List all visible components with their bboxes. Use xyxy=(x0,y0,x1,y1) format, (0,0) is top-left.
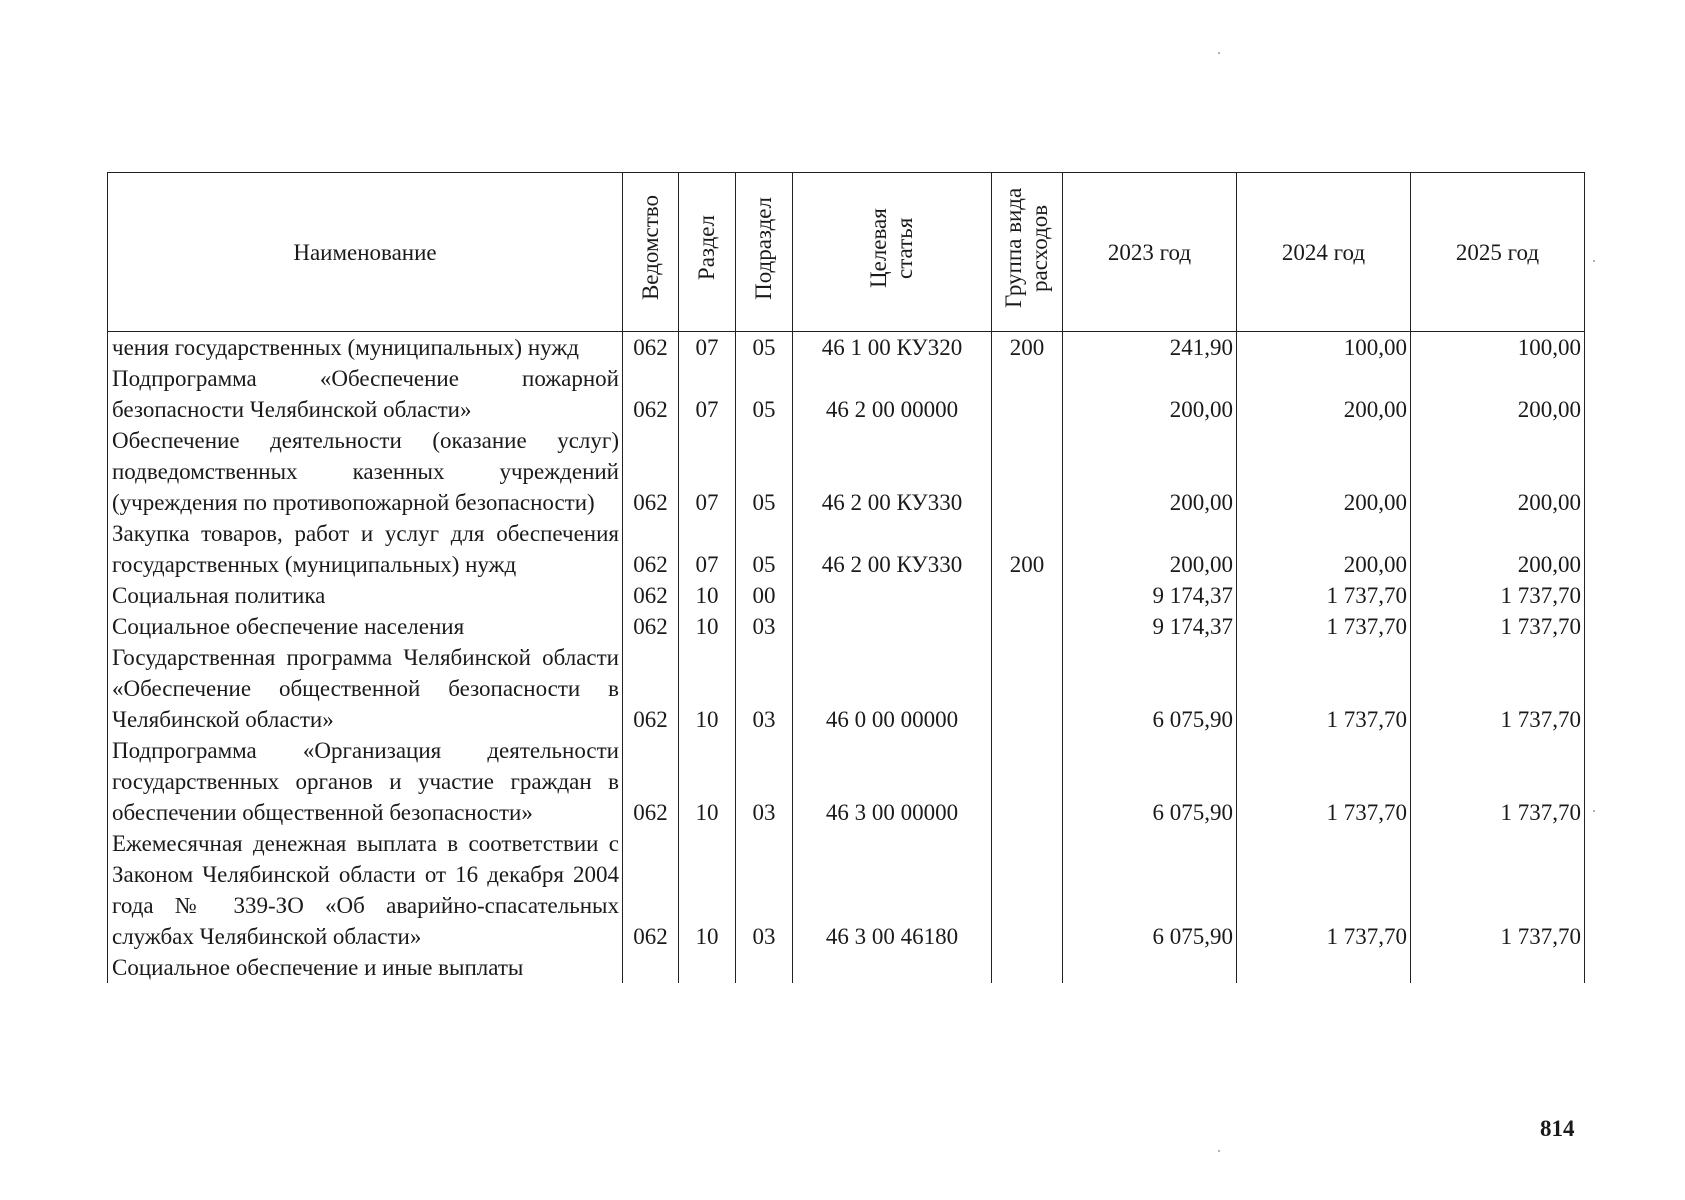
cell-celevaya-statya xyxy=(793,952,992,983)
budget-table xyxy=(107,172,1585,983)
page-number: 814 xyxy=(1540,1116,1575,1141)
cell-2023: 200,00 xyxy=(1063,363,1237,425)
cell-gruppa-vida-rashodov xyxy=(992,642,1063,735)
header-2023 xyxy=(1063,173,1237,332)
cell-vedomstvo: 062 xyxy=(623,425,679,518)
cell-gruppa-vida-rashodov xyxy=(992,363,1063,425)
cell-name: Социальное обеспечение и иные выплаты xyxy=(108,952,623,983)
header-podrazdel xyxy=(736,173,793,332)
cell-razdel: 10 xyxy=(679,828,736,952)
cell-razdel: 07 xyxy=(679,425,736,518)
cell-name: Закупка товаров, работ и услуг для обеспечения государственных (муниципальных) нужд xyxy=(108,518,623,580)
cell-podrazdel: 03 xyxy=(736,735,793,828)
cell-2024: 200,00 xyxy=(1237,425,1411,518)
header-celevaya-statya-label: Целевая статья xyxy=(866,208,917,288)
cell-2023: 6 075,90 xyxy=(1063,828,1237,952)
cell-2024 xyxy=(1237,952,1411,983)
cell-vedomstvo: 062 xyxy=(623,518,679,580)
header-vedomstvo xyxy=(623,173,679,332)
cell-razdel: 10 xyxy=(679,735,736,828)
cell-2024: 200,00 xyxy=(1237,363,1411,425)
cell-2024: 200,00 xyxy=(1237,518,1411,580)
cell-podrazdel: 03 xyxy=(736,642,793,735)
cell-2024: 1 737,70 xyxy=(1237,735,1411,828)
header-2024 xyxy=(1237,173,1411,332)
cell-razdel: 10 xyxy=(679,580,736,611)
cell-name: Социальная политика xyxy=(108,580,623,611)
cell-2025: 200,00 xyxy=(1411,425,1585,518)
header-gruppa-vida-rashodov xyxy=(992,173,1063,332)
cell-vedomstvo: 062 xyxy=(623,735,679,828)
cell-vedomstvo: 062 xyxy=(623,828,679,952)
cell-name: Обеспечение деятельности (оказание услуг) подведомственных казенных учреждений (учреждения по противопожарной безопасности) xyxy=(108,425,623,518)
cell-celevaya-statya: 46 2 00 КУ330 xyxy=(793,425,992,518)
cell-podrazdel: 03 xyxy=(736,611,793,642)
cell-razdel: 07 xyxy=(679,518,736,580)
cell-2025: 1 737,70 xyxy=(1411,642,1585,735)
table-row xyxy=(108,518,1585,580)
scan-speck xyxy=(1218,52,1220,54)
cell-gruppa-vida-rashodov: 200 xyxy=(992,332,1063,364)
cell-celevaya-statya xyxy=(793,611,992,642)
header-razdel xyxy=(679,173,736,332)
table-header-row xyxy=(108,173,1585,332)
cell-vedomstvo: 062 xyxy=(623,642,679,735)
table-row xyxy=(108,363,1585,425)
cell-gruppa-vida-rashodov xyxy=(992,735,1063,828)
cell-2024: 1 737,70 xyxy=(1237,828,1411,952)
cell-2023: 241,90 xyxy=(1063,332,1237,364)
header-name-label: Наименование xyxy=(293,239,437,265)
cell-2025: 200,00 xyxy=(1411,518,1585,580)
cell-2023 xyxy=(1063,952,1237,983)
cell-2024: 1 737,70 xyxy=(1237,611,1411,642)
cell-gruppa-vida-rashodov xyxy=(992,828,1063,952)
cell-2025: 1 737,70 xyxy=(1411,611,1585,642)
header-vedomstvo-label: Ведомство xyxy=(637,195,663,301)
cell-razdel xyxy=(679,952,736,983)
cell-razdel: 07 xyxy=(679,363,736,425)
table-row xyxy=(108,425,1585,518)
cell-podrazdel: 00 xyxy=(736,580,793,611)
cell-2025: 200,00 xyxy=(1411,363,1585,425)
header-2025-label: 2025 год xyxy=(1455,239,1540,265)
cell-2025: 1 737,70 xyxy=(1411,828,1585,952)
cell-name: Ежемесячная денежная выплата в соответствии с Законом Челябинской области от 16 декабря 2004 года № 339-ЗО «Об аварийно-спасательных службах Челябинской области» xyxy=(108,828,623,952)
header-2024-label: 2024 год xyxy=(1281,239,1366,265)
cell-2023: 9 174,37 xyxy=(1063,611,1237,642)
header-gruppa-label: Группа вида расходов xyxy=(1001,187,1052,309)
cell-podrazdel: 05 xyxy=(736,332,793,364)
cell-podrazdel: 03 xyxy=(736,828,793,952)
cell-2023: 6 075,90 xyxy=(1063,642,1237,735)
cell-2024: 1 737,70 xyxy=(1237,642,1411,735)
cell-2023: 200,00 xyxy=(1063,425,1237,518)
header-2025 xyxy=(1411,173,1585,332)
cell-2023: 200,00 xyxy=(1063,518,1237,580)
cell-vedomstvo: 062 xyxy=(623,611,679,642)
table-body xyxy=(108,332,1585,984)
table-row xyxy=(108,952,1585,983)
cell-razdel: 10 xyxy=(679,642,736,735)
table-row xyxy=(108,828,1585,952)
cell-gruppa-vida-rashodov: 200 xyxy=(992,518,1063,580)
cell-vedomstvo: 062 xyxy=(623,363,679,425)
cell-podrazdel: 05 xyxy=(736,425,793,518)
cell-razdel: 10 xyxy=(679,611,736,642)
scan-speck xyxy=(1218,1150,1220,1152)
cell-podrazdel: 05 xyxy=(736,518,793,580)
cell-celevaya-statya: 46 3 00 46180 xyxy=(793,828,992,952)
table-row xyxy=(108,735,1585,828)
cell-vedomstvo xyxy=(623,952,679,983)
cell-2024: 1 737,70 xyxy=(1237,580,1411,611)
cell-celevaya-statya: 46 1 00 КУ320 xyxy=(793,332,992,364)
table-row xyxy=(108,642,1585,735)
table-row xyxy=(108,611,1585,642)
cell-name: Подпрограмма «Обеспечение пожарной безопасности Челябинской области» xyxy=(108,363,623,425)
cell-2025 xyxy=(1411,952,1585,983)
cell-celevaya-statya: 46 0 00 00000 xyxy=(793,642,992,735)
scan-speck xyxy=(1593,260,1595,262)
cell-2025: 100,00 xyxy=(1411,332,1585,364)
cell-2025: 1 737,70 xyxy=(1411,580,1585,611)
cell-2023: 6 075,90 xyxy=(1063,735,1237,828)
cell-celevaya-statya: 46 2 00 КУ330 xyxy=(793,518,992,580)
cell-podrazdel xyxy=(736,952,793,983)
cell-name: Социальное обеспечение населения xyxy=(108,611,623,642)
header-celevaya-statya xyxy=(793,173,992,332)
cell-celevaya-statya: 46 3 00 00000 xyxy=(793,735,992,828)
header-2023-label: 2023 год xyxy=(1107,239,1192,265)
cell-gruppa-vida-rashodov xyxy=(992,952,1063,983)
cell-vedomstvo: 062 xyxy=(623,580,679,611)
table-row xyxy=(108,332,1585,364)
cell-name: Подпрограмма «Организация деятельности государственных органов и участие граждан в обеспечении общественной безопасности» xyxy=(108,735,623,828)
cell-name: чения государственных (муниципальных) нужд xyxy=(108,332,623,364)
cell-podrazdel: 05 xyxy=(736,363,793,425)
header-podrazdel-label: Подраздел xyxy=(751,196,776,300)
scan-speck xyxy=(1593,810,1595,812)
cell-name: Государственная программа Челябинской области «Обеспечение общественной безопасности в Челябинской области» xyxy=(108,642,623,735)
cell-gruppa-vida-rashodov xyxy=(992,425,1063,518)
header-name xyxy=(108,173,623,332)
cell-celevaya-statya xyxy=(793,580,992,611)
cell-2025: 1 737,70 xyxy=(1411,735,1585,828)
cell-celevaya-statya: 46 2 00 00000 xyxy=(793,363,992,425)
cell-gruppa-vida-rashodov xyxy=(992,611,1063,642)
cell-2023: 9 174,37 xyxy=(1063,580,1237,611)
cell-razdel: 07 xyxy=(679,332,736,364)
header-razdel-label: Раздел xyxy=(694,215,719,281)
cell-2024: 100,00 xyxy=(1237,332,1411,364)
cell-gruppa-vida-rashodov xyxy=(992,580,1063,611)
table-row xyxy=(108,580,1585,611)
cell-vedomstvo: 062 xyxy=(623,332,679,364)
